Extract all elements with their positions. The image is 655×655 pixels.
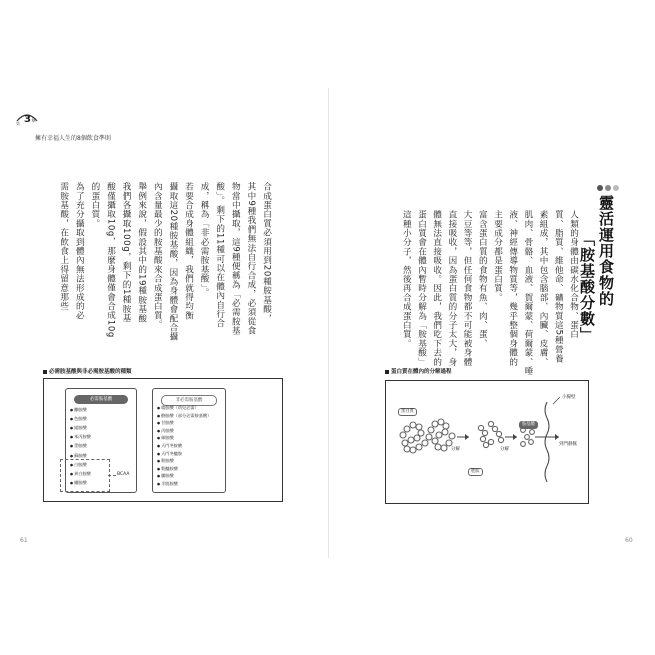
label-protein: 蛋白質 (398, 408, 417, 416)
amino-acid-item: ● 麩醯胺酸 (157, 466, 178, 472)
bcaa-connector (108, 475, 116, 476)
peptide-chain (478, 421, 503, 447)
amino-acid-item: ● 脯胺酸 (157, 473, 174, 479)
amino-acid-item: ● 天門冬醯胺 (157, 451, 182, 457)
amino-acid-dots (521, 428, 535, 447)
left-body-column: 成，稱為「非必需胺基酸」。 (199, 182, 210, 298)
amino-acid-item: ● 丙胺酸 (157, 428, 174, 434)
page-title-line-1: 靈活運用食物的 (597, 195, 615, 307)
right-body-column: 大豆等等，但任何食物都不可能被身體 (462, 210, 473, 367)
intestine-wall (545, 402, 549, 482)
label-decompose-2: 分解 (500, 447, 509, 452)
amino-acid-item: ● 異白胺酸 (70, 471, 91, 477)
right-body-column: 直接吸收，因為蛋白質的分子太大，身 (446, 210, 457, 367)
title-dots-icon (596, 183, 624, 193)
left-body-column: 其中9種我們無法自行合成，必須從食 (245, 182, 256, 336)
label-amino-acid: 胺基酸 (519, 421, 538, 429)
amino-acid-item: ● 離胺酸 (70, 407, 87, 413)
amino-acid-item: ● 絲胺酸 (157, 435, 174, 441)
amino-acid-item: ● 色胺酸 (70, 416, 87, 422)
left-body-column: 物當中攝取，這9種便稱為「必需胺基 (230, 182, 241, 336)
amino-acid-item: ● 纈胺酸 (70, 480, 87, 486)
left-body-column: 為了充分攝取到體內無法形成的必 (74, 182, 85, 320)
amino-acid-item: ● 甘胺酸 (157, 420, 174, 426)
left-body-column: 酸」。剩下的11種可以在體內自行合 (214, 182, 225, 328)
right-body-column: 體無法直接吸收。因此，我們吃下去的 (431, 210, 442, 367)
right-body-column: 主要成分都是蛋白質。 (492, 210, 503, 302)
left-figure-title: 必需胺基酸與非必需胺基酸的種類 (43, 367, 132, 375)
bcaa-label: BCAA (117, 472, 130, 477)
essential-title: 必需胺基酸 (74, 395, 128, 404)
amino-acid-item: ● 蛋胺酸 (70, 443, 87, 449)
amino-acid-item: ● 天門冬胺酸 (157, 443, 182, 449)
amino-acid-item: ● 麩胺酸 (157, 458, 174, 464)
left-body-column: 的蛋白質。 (89, 182, 100, 228)
amino-acid-item: ● 蘇胺酸 (70, 453, 87, 459)
right-body-column: 肌肉、骨骼、血液、賀爾蒙、荷爾蒙、唾 (522, 210, 533, 376)
protein-breakdown-diagram (385, 380, 587, 502)
right-figure-title: 蛋白質在體內的分解過程 (385, 367, 452, 375)
label-portal-vein: 到門靜脈 (559, 442, 577, 447)
protein-chain (400, 419, 455, 453)
right-body-column: 富含蛋白質的食物有魚、肉、蛋、 (477, 210, 488, 348)
right-body-column: 素組成，其中包含腦部、內臟、皮膚、 (538, 210, 549, 367)
running-head: 擁有幸福人生的8個飲食準則 (35, 135, 111, 142)
label-decompose-1: 分解 (451, 447, 460, 452)
label-peptide: 胜肽 (468, 468, 483, 476)
label-intestine-wall: 小腸壁 (562, 395, 576, 400)
right-body-column: 人類的身體由碳水化合物、蛋白 (568, 210, 579, 339)
amino-acid-item: ● 酪胺酸（部分必需胺基酸） (157, 413, 211, 419)
chapter-number: 3章 (24, 114, 36, 125)
amino-acid-item: ● 精胺酸（幼兒必需） (157, 405, 199, 411)
page-number-left: 61 (20, 537, 28, 544)
nonessential-title: 非必需胺基酸 (161, 395, 217, 406)
amino-acid-item: ● 半胱胺酸 (157, 481, 178, 487)
left-body-column: 若要合成身體組織，我們就得均衡 (183, 182, 194, 320)
left-body-column: 我們各攝取100g，剩下的1種胺基 (121, 182, 132, 323)
left-body-column: 內含量最少的胺基酸來合成蛋白質。 (152, 182, 163, 330)
left-body-column: 舉例來說，假設其中的19種胺基酸 (136, 182, 147, 323)
right-body-column: 這種小分子，然後再合成蛋白質。 (401, 210, 412, 348)
chapter-prefix: 第 (16, 121, 20, 126)
right-body-column: 蛋白質會在體內暫時分解為「胺基酸」 (416, 210, 427, 367)
left-body-column: 攝取這20種胺基酸，因為身體會配合攝 (167, 182, 178, 342)
page-title-line-2: 「胺基酸分數」 (578, 231, 596, 343)
left-body-column: 需胺基酸，在飲食上得留意那些 (58, 182, 69, 311)
amino-acid-item: ● 白胺酸 (70, 462, 87, 468)
right-body-column: 質、脂質、維他命、礦物質這5種營養 (553, 210, 564, 364)
bcaa-bracket (60, 459, 110, 492)
amino-acid-item: ● 苯丙胺酸 (70, 434, 91, 440)
left-body-column: 合成蛋白質必須用到20種胺基酸， (261, 182, 272, 323)
left-body-column: 酸僅攝取10g，那麼身體僅會合成10g (105, 182, 116, 338)
right-body-column: 液、神經傳導物質等，幾乎整個身體的 (507, 210, 518, 367)
book-spine (328, 88, 329, 558)
amino-acid-item: ● 組胺酸 (70, 425, 87, 431)
page-number-right: 60 (625, 537, 633, 544)
